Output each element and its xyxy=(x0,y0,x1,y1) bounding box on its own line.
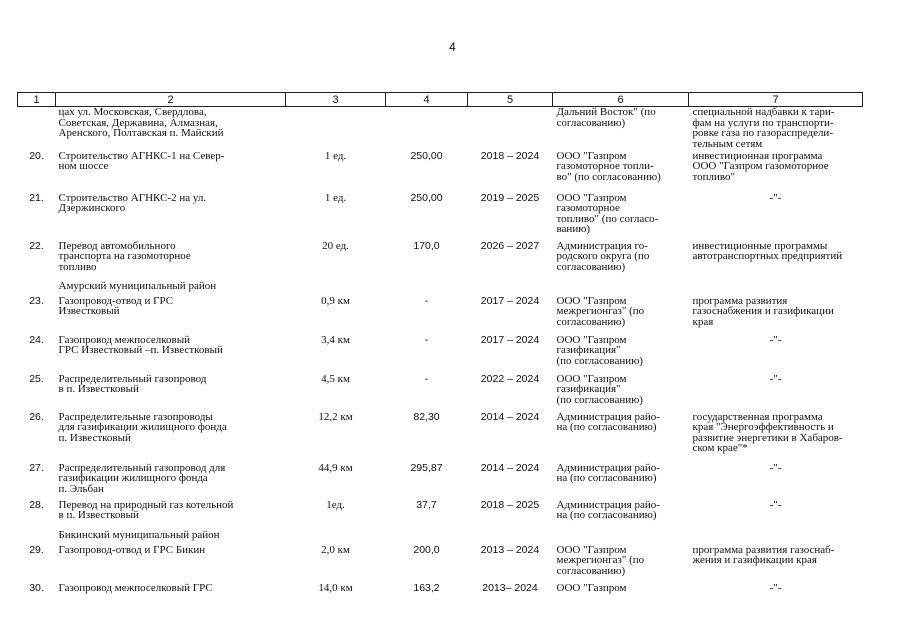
program: инвестиционные программы автотранспортных предприятий xyxy=(692,239,843,262)
years: 2013 – 2024 xyxy=(480,543,540,556)
years: 2018 – 2025 xyxy=(480,498,540,511)
quantity: 1ед. xyxy=(326,498,345,511)
table-row xyxy=(18,583,863,599)
section-title: Бикинский муниципальный район xyxy=(58,528,220,541)
row-number xyxy=(18,107,56,151)
years: 2017 – 2024 xyxy=(480,333,540,346)
header-col-2: 2 xyxy=(56,93,286,107)
quantity xyxy=(286,107,386,151)
row-number: 24. xyxy=(29,333,44,346)
executor: ООО "Газпром межрегионгаз" (по согласованию) xyxy=(556,543,645,577)
object-name: Газопровод-отвод и ГРС Бикин xyxy=(58,543,206,556)
executor: Администрация райо- на (по согласованию) xyxy=(556,410,660,433)
table-row xyxy=(18,151,863,193)
row-number: 28. xyxy=(29,498,44,511)
years xyxy=(468,107,553,151)
object-name: Перевод автомобильного транспорта на газомоторное топливо xyxy=(58,239,191,273)
row-number: 29. xyxy=(29,543,44,556)
program: -"- xyxy=(769,333,782,346)
table-row xyxy=(18,107,863,151)
table-row xyxy=(18,241,863,279)
table-row xyxy=(18,500,863,528)
quantity: 1 ед. xyxy=(324,149,347,162)
header-col-1: 1 xyxy=(18,93,56,107)
header-col-4: 4 xyxy=(386,93,468,107)
table-row xyxy=(18,296,863,335)
program: -"- xyxy=(769,581,782,594)
program: программа развития газоснаб- жения и газификации края xyxy=(692,543,835,566)
header-col-5: 5 xyxy=(468,93,553,107)
quantity: 2,0 км xyxy=(321,543,350,556)
section-row xyxy=(18,279,863,296)
table-body xyxy=(18,107,863,599)
years: 2026 – 2027 xyxy=(480,239,540,252)
object-name: Перевод на природный газ котельной в п. Известковый xyxy=(58,498,234,521)
object-name: Распределительный газопровод для газификации жилищного фонда п. Эльбан xyxy=(58,461,226,495)
quantity: 4,5 км xyxy=(321,372,350,385)
cost: 170,0 xyxy=(413,239,440,252)
executor: ООО "Газпром газификация" (по согласованию) xyxy=(556,333,643,367)
section-title: Амурский муниципальный район xyxy=(58,279,217,292)
row-number: 30. xyxy=(29,581,44,594)
object-name: Распределительный газопровод в п. Известковый xyxy=(58,372,207,395)
executor: ООО "Газпром газификация" (по согласованию) xyxy=(556,372,643,406)
executor: ООО "Газпром xyxy=(556,581,627,594)
years: 2018 – 2024 xyxy=(480,149,540,162)
cost: - xyxy=(424,294,429,307)
executor: Администрация райо- на (по согласованию) xyxy=(556,461,660,484)
executor: ООО "Газпром межрегионгаз" (по согласованию) xyxy=(556,294,645,328)
object-name: цах ул. Московская, Свердлова, Советская, Державина, Алмазная, Аренского, Полтавская п. Майский xyxy=(58,106,224,139)
cost: 200,0 xyxy=(413,543,440,556)
table-row xyxy=(18,545,863,583)
cost: 250,00 xyxy=(410,149,443,162)
row-number: 23. xyxy=(29,294,44,307)
cost: 37,7 xyxy=(416,498,437,511)
row-number: 21. xyxy=(29,191,44,204)
executor: ООО "Газпром газомоторное топливо" (по согласо- ванию) xyxy=(556,191,659,235)
years: 2022 – 2024 xyxy=(480,372,540,385)
cost: - xyxy=(424,372,429,385)
header-col-6: 6 xyxy=(553,93,689,107)
row-number: 26. xyxy=(29,410,44,423)
page-number: 4 xyxy=(449,40,456,54)
quantity: 12,2 км xyxy=(318,410,353,423)
object-name: Газопровод межпоселковый ГРС xyxy=(58,581,213,594)
object-name: Газопровод межпоселковый ГРС Известковый –п. Известковый xyxy=(58,333,223,356)
section-spacer xyxy=(18,279,56,296)
row-number: 20. xyxy=(29,149,44,162)
object-name: Распределительные газопроводы для газификации жилищного фонда п. Известковый xyxy=(58,410,227,444)
cost: 295,87 xyxy=(410,461,443,474)
years: 2017 – 2024 xyxy=(480,294,540,307)
table-header-row xyxy=(18,93,863,107)
quantity: 20 ед. xyxy=(322,239,349,252)
object-name: Строительство АГНКС-1 на Север- ном шоссе xyxy=(58,149,225,172)
program: -"- xyxy=(769,372,782,385)
table-row xyxy=(18,374,863,412)
cost: 163,2 xyxy=(413,581,440,594)
program: инвестиционная программа ООО "Газпром газомоторное топливо" xyxy=(692,149,829,183)
cost xyxy=(386,107,468,151)
years: 2014 – 2024 xyxy=(480,410,540,423)
program: -"- xyxy=(769,498,782,511)
quantity: 0,9 км xyxy=(321,294,350,307)
object-name: Газопровод-отвод и ГРС Известковый xyxy=(58,294,174,317)
cost: - xyxy=(424,333,429,346)
executor: ООО "Газпром газомоторное топли- во" (по согласованию) xyxy=(556,149,661,183)
section-spacer xyxy=(18,528,56,545)
executor: Администрация го- родского округа (по согласованию) xyxy=(556,239,650,273)
program: -"- xyxy=(769,191,782,204)
quantity: 3,4 км xyxy=(321,333,350,346)
years: 2013– 2024 xyxy=(482,581,538,594)
section-row xyxy=(18,528,863,545)
years: 2014 – 2024 xyxy=(480,461,540,474)
years: 2019 – 2025 xyxy=(480,191,540,204)
executor: Дальний Восток" (по согласованию) xyxy=(556,106,656,129)
table-row xyxy=(18,193,863,241)
cost: 250,00 xyxy=(410,191,443,204)
executor: Администрация райо- на (по согласованию) xyxy=(556,498,660,521)
row-number: 22. xyxy=(29,239,44,252)
object-name: Строительство АГНКС-2 на ул. Дзержинского xyxy=(58,191,207,214)
quantity: 1 ед. xyxy=(324,191,347,204)
row-number: 27. xyxy=(29,461,44,474)
quantity: 44,9 км xyxy=(318,461,353,474)
table-row xyxy=(18,335,863,374)
gas-program-table xyxy=(17,92,863,599)
header-col-7: 7 xyxy=(689,93,863,107)
table-row xyxy=(18,412,863,463)
program: государственная программа края "Энергоэффективность и развитие энергетики в Хабаров- ском крае"* xyxy=(692,410,843,454)
program: -"- xyxy=(769,461,782,474)
table-row xyxy=(18,463,863,500)
row-number: 25. xyxy=(29,372,44,385)
program: специальной надбавки к тари- фам на услуги по транспорти- ровке газа по газораспредели- тельным сетям xyxy=(692,106,835,150)
program: программа развития газоснабжения и газификации края xyxy=(692,294,834,328)
cost: 82,30 xyxy=(413,410,440,423)
quantity: 14,0 км xyxy=(318,581,353,594)
header-col-3: 3 xyxy=(286,93,386,107)
